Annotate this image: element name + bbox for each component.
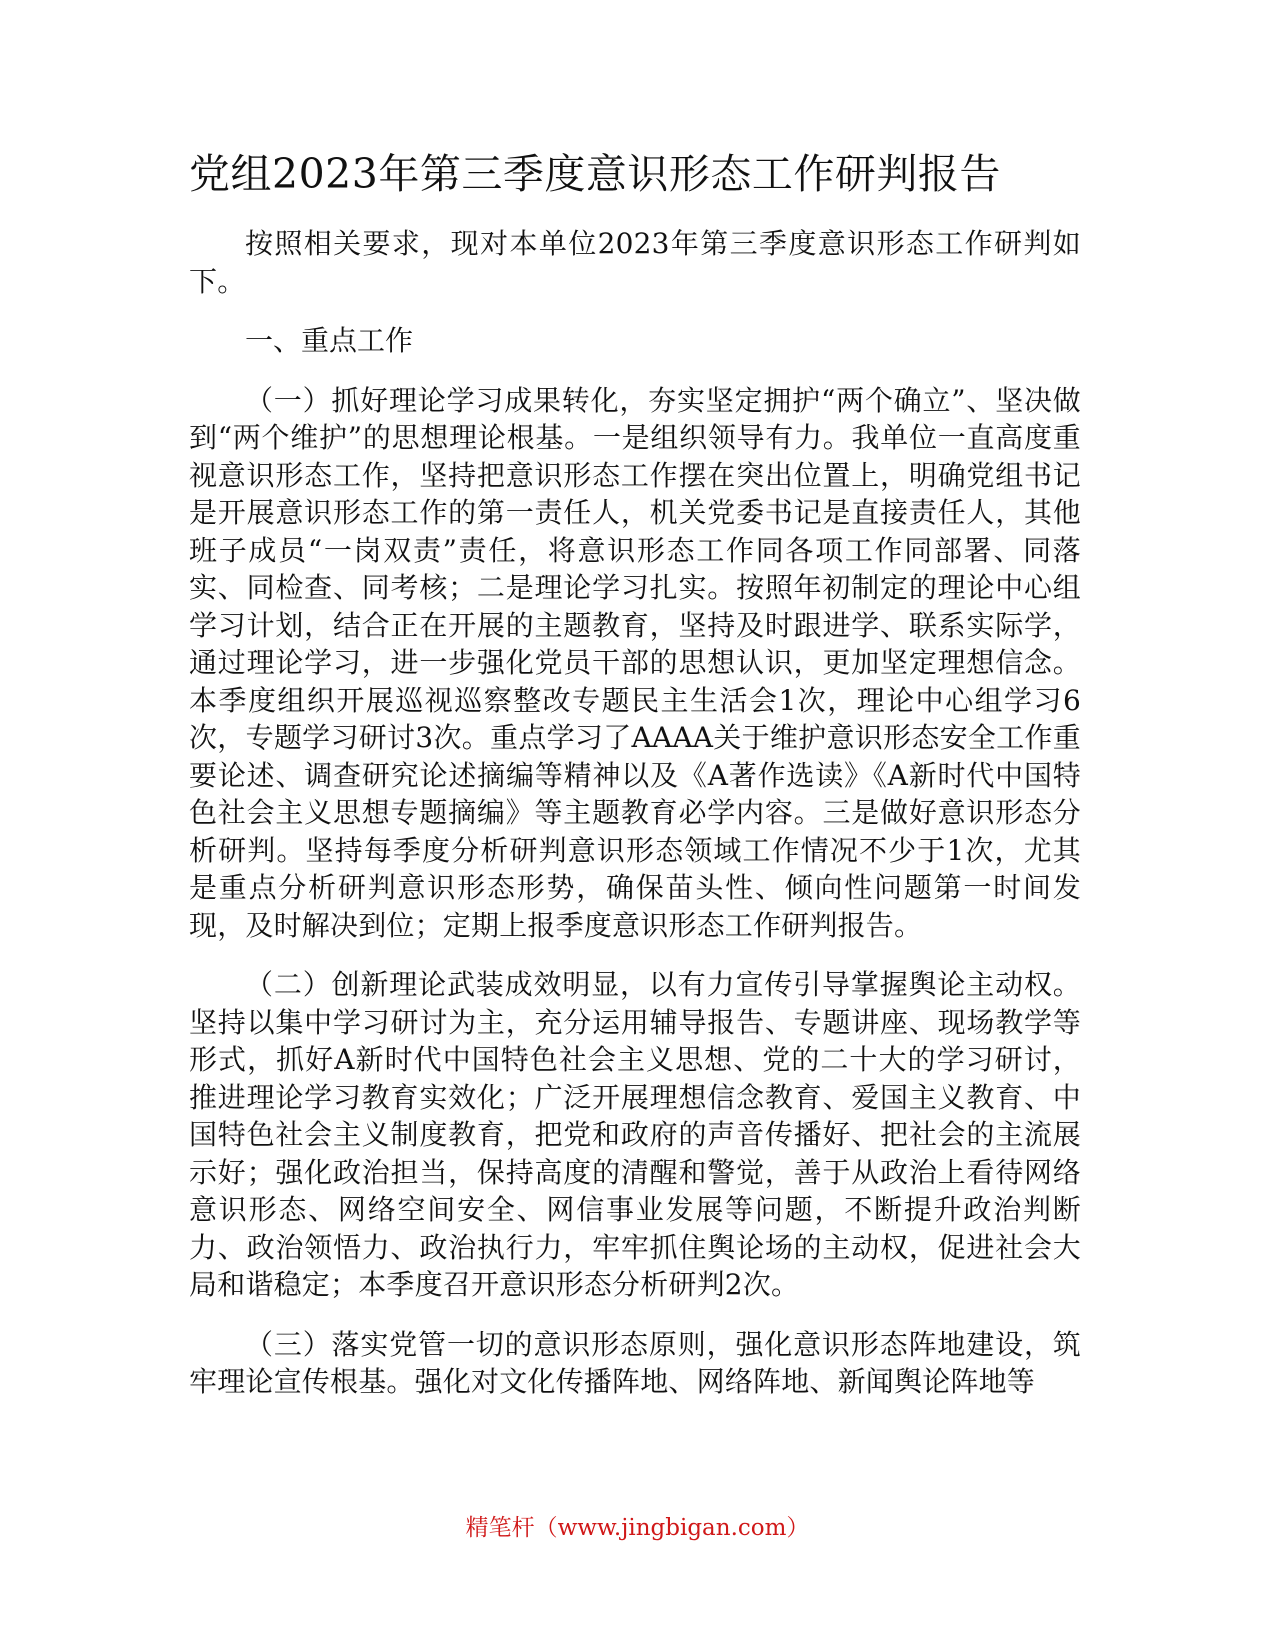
intro-paragraph: 按照相关要求，现对本单位2023年第三季度意识形态工作研判如下。 (189, 227, 1081, 298)
section-heading: 一、重点工作 (245, 324, 414, 357)
document-title: 党组2023年第三季度意识形态工作研判报告 (189, 150, 1001, 198)
footer-watermark: 精笔杆（www.jingbigan.com） (465, 1515, 810, 1541)
paragraph-2: （二）创新理论武装成效明显，以有力宣传引导掌握舆论主动权。坚持以集中学习研讨为主，充分运用辅导报告、专题讲座、现场教学等形式，抓好A新时代中国特色社会主义思想、党的二十大的学习研讨，推进理论学习教育实效化；广泛开展理想信念教育、爱国主义教育、中国特色社会主义制度教育，把党和政府的声音传播好、把社会的主流展示好；强化政治担当，保持高度的清醒和警觉，善于从政治上看待网络意识形态、网络空间安全、网信事业发展等问题，不断提升政治判断力、政治领悟力、政治执行力，牢牢抓住舆论场的主动权，促进社会大局和谐稳定；本季度召开意识形态分析研判2次。 (189, 968, 1081, 1301)
paragraph-3: （三）落实党管一切的意识形态原则，强化意识形态阵地建设，筑牢理论宣传根基。强化对文化传播阵地、网络阵地、新闻舆论阵地等 (189, 1327, 1081, 1398)
document-body (189, 225, 1081, 1423)
paragraph-1: （一）抓好理论学习成果转化，夯实坚定拥护“两个确立”、坚决做到“两个维护”的思想理论根基。一是组织领导有力。我单位一直高度重视意识形态工作，坚持把意识形态工作摆在突出位置上，明确党组书记是开展意识形态工作的第一责任人，机关党委书记是直接责任人，其他班子成员“一岗双责”责任，将意识形态工作同各项工作同部署、同落实、同检查、同考核；二是理论学习扎实。按照年初制定的理论中心组学习计划，结合正在开展的主题教育，坚持及时跟进学、联系实际学，通过理论学习，进一步强化党员干部的思想认识，更加坚定理想信念。本季度组织开展巡视巡察整改专题民主生活会1次，理论中心组学习6次，专题学习研讨3次。重点学习了AAAA关于维护意识形态安全工作重要论述、调查研究论述摘编等精神以及《A著作选读》《A新时代中国特色社会主义思想专题摘编》等主题教育必学内容。三是做好意识形态分析研判。坚持每季度分析研判意识形态领域工作情况不少于1次，尤其是重点分析研判意识形态形势，确保苗头性、倾向性问题第一时间发现，及时解决到位；定期上报季度意识形态工作研判报告。 (189, 383, 1081, 942)
